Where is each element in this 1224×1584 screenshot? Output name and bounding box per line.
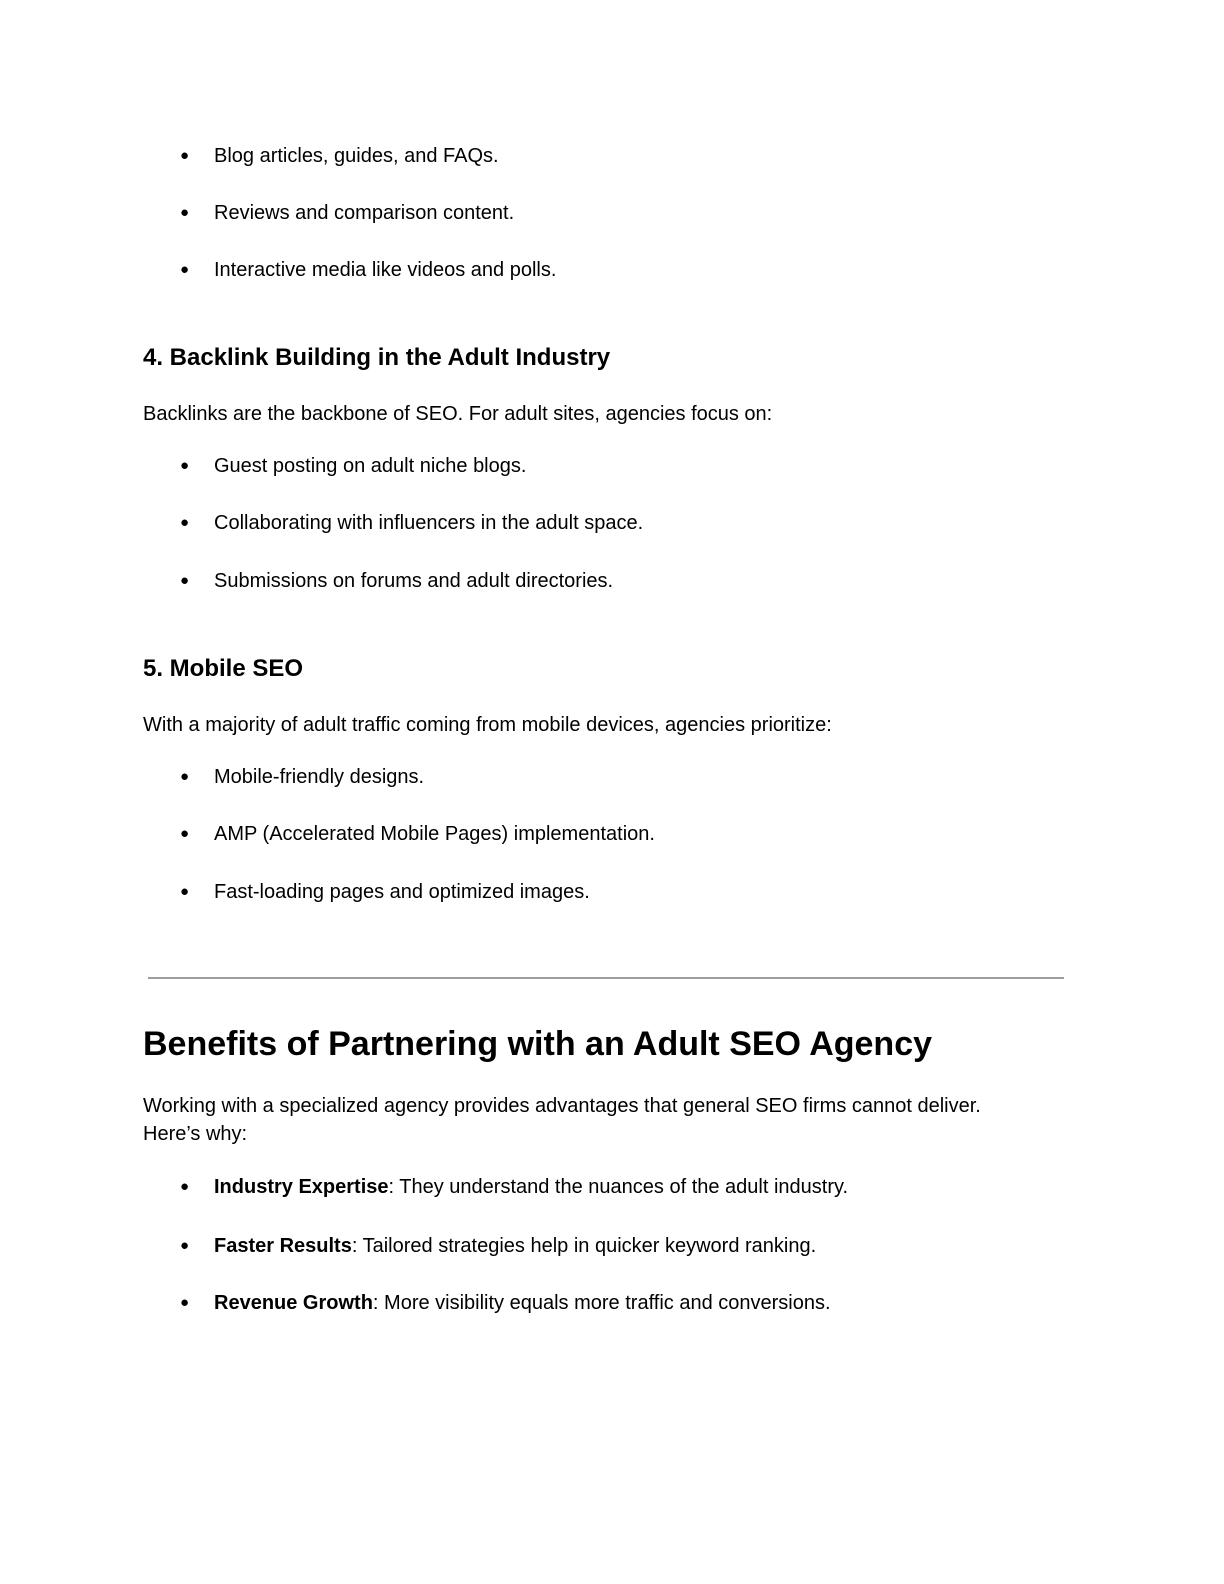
horizontal-divider (148, 977, 1064, 979)
bullet-icon: ● (180, 514, 190, 531)
list-item-text: Interactive media like videos and polls. (214, 259, 557, 281)
bullet-icon: ● (180, 768, 190, 785)
bullet-icon: ● (180, 147, 190, 164)
list-item (0, 255, 1224, 285)
benefit-description: : More visibility equals more traffic and conversions. (372, 1292, 831, 1314)
list-item-text: Reviews and comparison content. (214, 202, 515, 224)
list-item (0, 508, 1224, 538)
bullet-icon: ● (180, 457, 190, 474)
list-item-text (214, 1172, 848, 1202)
list-item (0, 1288, 1224, 1318)
list-item (0, 451, 1224, 481)
list-item-text: Mobile-friendly designs. (214, 766, 425, 788)
bullet-icon: ● (180, 1294, 190, 1311)
benefit-term: Faster Results (214, 1235, 352, 1257)
section-heading-mobile-seo: 5. Mobile SEO (143, 655, 304, 682)
section-intro-mobile-seo: With a majority of adult traffic coming from mobile devices, agencies prioritize: (143, 714, 832, 736)
list-item (0, 1231, 1224, 1261)
list-item (0, 819, 1224, 849)
list-item-text (214, 1288, 831, 1318)
list-item-text: Submissions on forums and adult directories. (214, 570, 614, 592)
list-item-text: Fast-loading pages and optimized images. (214, 881, 590, 903)
list-item (0, 1172, 1224, 1202)
bullet-icon: ● (180, 883, 190, 900)
section-intro-backlinks: Backlinks are the backbone of SEO. For adult sites, agencies focus on: (143, 403, 773, 425)
bullet-icon: ● (180, 1237, 190, 1254)
list-item-text: AMP (Accelerated Mobile Pages) implementation. (214, 823, 655, 845)
list-item (0, 141, 1224, 171)
list-item-text (214, 1231, 816, 1261)
bullet-icon: ● (180, 261, 190, 278)
benefit-description: : They understand the nuances of the adult industry. (388, 1176, 849, 1198)
bullet-icon: ● (180, 572, 190, 589)
benefits-intro-line-2: Here’s why: (143, 1123, 248, 1145)
list-item-text: Collaborating with influencers in the adult space. (214, 512, 644, 534)
list-item (0, 877, 1224, 907)
bullet-icon: ● (180, 1178, 190, 1195)
list-item (0, 762, 1224, 792)
list-item-text: Guest posting on adult niche blogs. (214, 455, 527, 477)
benefits-intro (143, 1092, 1083, 1148)
list-item-text: Blog articles, guides, and FAQs. (214, 145, 499, 167)
benefit-description: : Tailored strategies help in quicker keyword ranking. (351, 1235, 817, 1257)
benefit-term: Industry Expertise (214, 1176, 389, 1198)
benefits-intro-line-1: Working with a specialized agency provides advantages that general SEO firms cannot deliver. (143, 1095, 981, 1117)
page-heading-benefits: Benefits of Partnering with an Adult SEO Agency (143, 1025, 933, 1063)
bullet-icon: ● (180, 204, 190, 221)
bullet-icon: ● (180, 825, 190, 842)
section-heading-backlinks: 4. Backlink Building in the Adult Industry (143, 344, 611, 371)
benefit-term: Revenue Growth (214, 1292, 373, 1314)
list-item (0, 198, 1224, 228)
list-item (0, 566, 1224, 596)
